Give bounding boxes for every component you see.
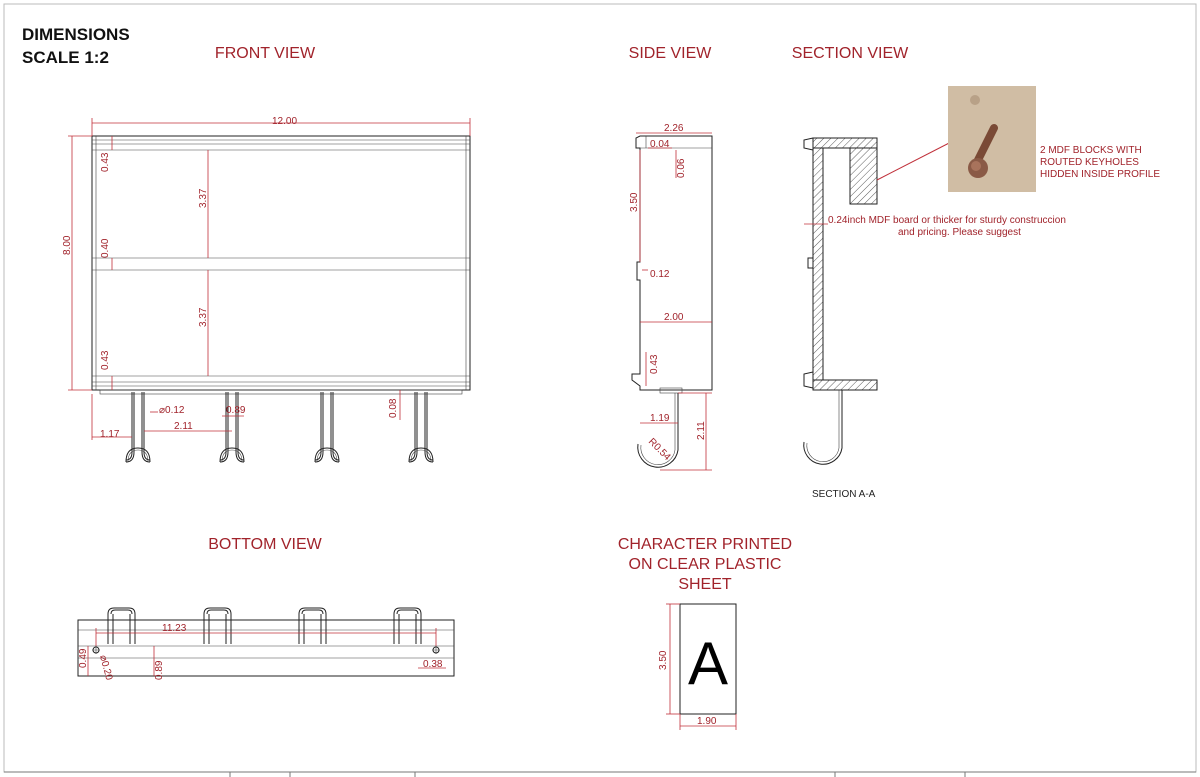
header-title: DIMENSIONS — [22, 25, 130, 44]
dim-rail-lip: 0.08 — [388, 398, 399, 418]
side-view — [632, 136, 712, 467]
front-view-title: FRONT VIEW — [214, 45, 316, 62]
title-block-cells — [230, 772, 965, 777]
dim-char-width: 1.90 — [697, 716, 717, 727]
character-sheet — [658, 604, 736, 730]
board-thickness: 0.24 — [828, 215, 848, 226]
character-letter: A — [687, 630, 729, 697]
dim-side-lip: 0.04 — [650, 139, 670, 150]
dim-side-lip-h: 0.06 — [676, 158, 687, 178]
bottom-view-title: BOTTOM VIEW — [208, 536, 322, 553]
dim-hook-offset: 1.17 — [100, 429, 120, 440]
dim-side-notch: 0.12 — [650, 269, 670, 280]
keyhole-photo — [948, 86, 1036, 192]
section-label: SECTION A-A — [812, 489, 876, 500]
dim-hook-width: 0.89 — [226, 405, 246, 416]
dim-lower-gap: 3.37 — [198, 307, 209, 327]
dim-hook-radius: R0.54 — [645, 436, 673, 463]
note-line: and pricing. Please suggest — [898, 227, 1021, 238]
note-line: ROUTED KEYHOLES — [1040, 157, 1139, 168]
character-title-line: CHARACTER PRINTED — [617, 536, 793, 553]
dim-mid-rail: 0.40 — [100, 238, 111, 258]
mdf-block — [850, 148, 877, 204]
bottom-view-dimensions — [78, 623, 446, 682]
dim-edge: 0.49 — [78, 648, 89, 668]
bottom-view — [78, 608, 454, 676]
dim-upper-gap: 3.37 — [198, 188, 209, 208]
header-scale: SCALE 1:2 — [22, 48, 109, 67]
dim-hook-pitch: 2.11 — [174, 421, 193, 432]
section-view-title: SECTION VIEW — [791, 45, 909, 62]
dim-hole-dia: ⌀0.20 — [97, 653, 115, 682]
note-line: 2 MDF BLOCKS WITH — [1040, 145, 1142, 156]
dim-hook-dia: ⌀0.12 — [159, 405, 185, 416]
dim-side-bottom: 0.43 — [649, 354, 660, 374]
dim-bottom-rail: 0.43 — [100, 350, 111, 370]
dim-top-rail: 0.43 — [100, 152, 111, 172]
dim-hook-reach: 1.19 — [650, 413, 670, 424]
dim-front-width: 12.00 — [272, 116, 298, 127]
dim-side-shelf: 2.00 — [664, 312, 684, 323]
side-view-title: SIDE VIEW — [628, 45, 712, 62]
section-view — [804, 138, 955, 500]
note-line: inch MDF board or thicker for sturdy construccion — [847, 215, 1066, 226]
dim-side-depth: 2.26 — [664, 123, 684, 134]
dim-front-height: 8.00 — [62, 235, 73, 255]
dim-hook-depth: 0.89 — [154, 660, 165, 680]
dim-hole-spacing: 11.23 — [162, 623, 187, 634]
dim-side-upper: 3.50 — [629, 192, 640, 212]
front-outline — [92, 136, 470, 390]
dim-hole-offset: 0.38 — [423, 659, 443, 670]
note-line: HIDDEN INSIDE PROFILE — [1040, 169, 1161, 180]
dim-char-height: 3.50 — [658, 650, 669, 670]
side-view-dimensions — [629, 123, 712, 470]
dim-hook-drop: 2.11 — [696, 421, 707, 440]
character-title-line: SHEET — [678, 576, 732, 593]
front-view — [92, 136, 470, 462]
character-title-line: ON CLEAR PLASTIC — [628, 556, 782, 573]
front-view-dimensions — [62, 116, 470, 440]
